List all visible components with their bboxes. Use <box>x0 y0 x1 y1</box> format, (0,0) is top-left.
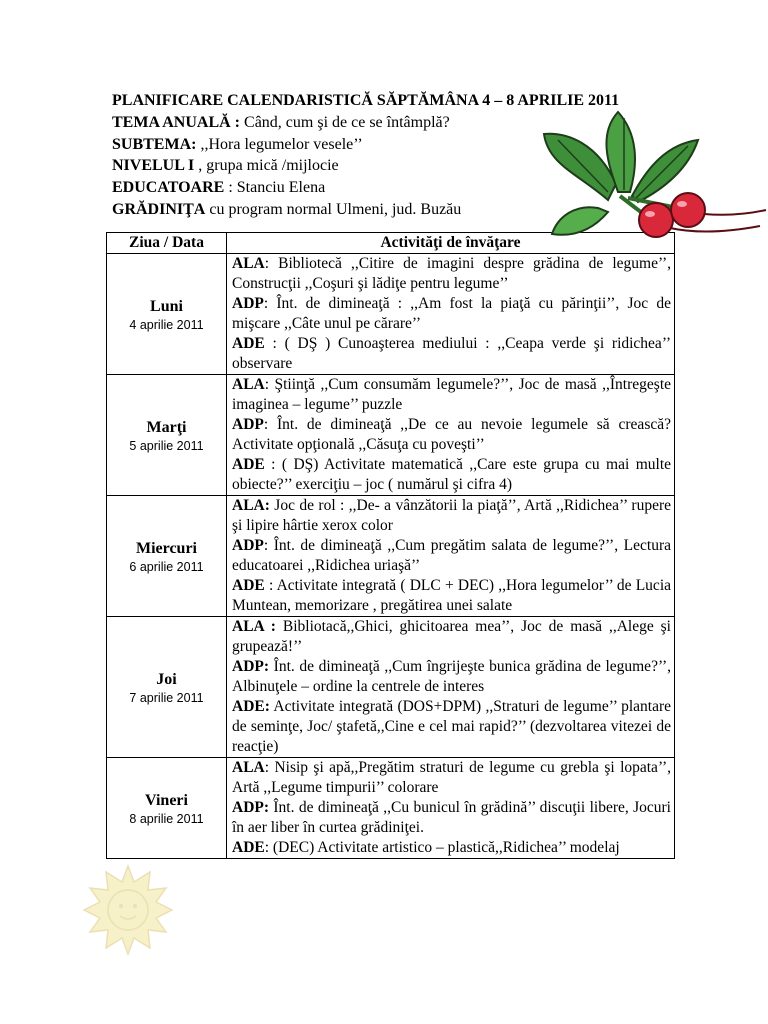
activity-text: : ( DŞ) Activitate matematică ,,Care este grupa cu mai multe obiecte?’’ exerciţiu – joc ( numărul şi cifra 4) <box>232 456 671 493</box>
day-name: Marţi <box>146 418 187 436</box>
activity-text: Bibliotacă,,Ghici, ghicitoarea mea’’, Joc de masă ,,Alege şi grupează!’’ <box>232 618 671 655</box>
activities-cell <box>227 758 675 859</box>
day-date: 5 aprilie 2011 <box>129 438 204 453</box>
table-row <box>107 254 675 375</box>
table-body <box>107 254 675 859</box>
activities-cell <box>227 254 675 375</box>
activity-text: : Nisip şi apă,,Pregătim straturi de legume cu grebla şi lopata’’, Artă ,,Legume timpurii’’ colorare <box>232 759 671 796</box>
activity-label: ADP: <box>232 799 270 816</box>
activity-text: Activitate integrată (DOS+DPM) ,,Straturi de legume’’ plantare de seminţe, Joc/ ştafetă,,Cine e cel mai rapid?’’ (dezvoltarea vitezei de reacţie) <box>232 698 671 755</box>
day-name: Luni <box>150 297 183 315</box>
day-date: 7 aprilie 2011 <box>129 690 204 705</box>
activity-entry <box>232 536 671 576</box>
activity-entry <box>232 334 671 374</box>
activity-text: : Ştiinţă ,,Cum consumăm legumele?’’, Joc de masă ,,Întregeşte imaginea – legume’’ puzzle <box>232 376 671 413</box>
day-cell <box>107 758 227 859</box>
activity-entry <box>232 294 671 334</box>
day-date: 6 aprilie 2011 <box>129 559 204 574</box>
activity-text: : Înt. de dimineaţă ,,Cum pregătim salata de legume?’’, Lectura educatoarei ,,Ridichea uriaşă’’ <box>232 537 671 574</box>
activity-label: ADE <box>232 456 265 473</box>
day-cell <box>107 617 227 758</box>
activity-entry <box>232 576 671 616</box>
activity-text: : Înt. de dimineaţă : ,,Am fost la piaţă cu părinţii’’, Joc de mişcare ,,Câte unul pe cărare’’ <box>232 295 671 332</box>
activity-label: ADP <box>232 416 264 433</box>
activity-label: ADE <box>232 577 265 594</box>
activity-label: ALA : <box>232 618 276 635</box>
activity-entry <box>232 697 671 757</box>
activity-label: ALA <box>232 759 265 776</box>
radish-illustration <box>538 104 768 250</box>
activity-text: : (DEC) Activitate artistico – plastică,,Ridichea’’ modelaj <box>264 839 620 856</box>
activity-text: : ( DŞ ) Cunoaşterea mediului : ,,Ceapa verde şi ridichea’’ observare <box>232 335 671 372</box>
sun-illustration <box>80 862 176 958</box>
document-title: PLANIFICARE CALENDARISTICĂ SĂPTĂMÂNA 4 – 8 APRILIE 2011 <box>112 92 620 109</box>
activity-entry <box>232 758 671 798</box>
activity-label: ALA <box>232 255 265 272</box>
activity-label: ADE: <box>232 698 270 715</box>
day-name: Vineri <box>145 791 188 809</box>
activity-label: ADE <box>232 839 265 856</box>
activity-entry <box>232 496 671 536</box>
educatoare-value: : Stanciu Elena <box>224 179 326 197</box>
tema-value: Când, cum şi de ce se întâmplă? <box>240 113 450 131</box>
activity-label: ADE <box>232 335 265 352</box>
weekly-plan-table <box>106 232 675 859</box>
activity-text: Înt. de dimineaţă ,,Cu bunicul în grădină’’ discuţii libere, Jocuri în aer liber în curtea grădiniţei. <box>232 799 671 836</box>
day-cell <box>107 496 227 617</box>
activity-entry <box>232 455 671 495</box>
table-row <box>107 758 675 859</box>
table-row <box>107 617 675 758</box>
day-name: Miercuri <box>135 539 197 557</box>
day-name: Joi <box>156 670 177 688</box>
activities-cell <box>227 375 675 496</box>
day-cell <box>107 375 227 496</box>
day-cell <box>107 254 227 375</box>
gradinita-label: GRĂDINIŢA <box>112 200 206 218</box>
activities-cell <box>227 617 675 758</box>
column-header-day: Ziua / Data <box>107 233 227 254</box>
activity-entry <box>232 798 671 838</box>
activity-label: ADP <box>232 537 264 554</box>
activity-label: ALA <box>232 376 265 393</box>
activity-entry <box>232 254 671 294</box>
nivel-value: , grupa mică /mijlocie <box>194 157 339 175</box>
table-row <box>107 496 675 617</box>
activity-entry <box>232 838 671 858</box>
educatoare-label: EDUCATOARE <box>112 179 225 197</box>
activity-label: ADP <box>232 295 264 312</box>
activity-entry <box>232 415 671 455</box>
activity-text: : Înt. de dimineaţă ,,De ce au nevoie legumele să crească? Activitate opţională ,,Căsuţa cu poveşti’’ <box>232 416 671 453</box>
activity-label: ALA: <box>232 497 270 514</box>
day-date: 4 aprilie 2011 <box>129 317 204 332</box>
tema-label: TEMA ANUALĂ : <box>112 113 241 131</box>
activity-entry <box>232 657 671 697</box>
activity-text: Joc de rol : ,,De- a vânzătorii la piaţă’’, Artă ,,Ridichea’’ rupere şi lipire hârtie xerox color <box>232 497 671 534</box>
activity-text: : Bibliotecă ,,Citire de imagini despre grădina de legume’’, Construcţii ,,Coşuri şi lădiţe pentru legume’’ <box>232 255 671 292</box>
table-row <box>107 375 675 496</box>
gradinita-value: cu program normal Ulmeni, jud. Buzău <box>205 200 462 218</box>
subtema-value: ,,Hora legumelor vesele’’ <box>196 135 363 153</box>
subtema-label: SUBTEMA: <box>112 135 197 153</box>
activities-cell <box>227 496 675 617</box>
activity-entry <box>232 617 671 657</box>
activity-label: ADP: <box>232 658 270 675</box>
activity-entry <box>232 375 671 415</box>
column-header-activities: Activităţi de învăţare <box>227 233 675 254</box>
activity-text: Înt. de dimineaţă ,,Cum îngrijeşte bunica grădina de legume?’’, Albinuţele – ordine la centrele de interes <box>232 658 671 695</box>
activity-text: : Activitate integrată ( DLC + DEC) ,,Hora legumelor’’ de Lucia Muntean, memorizare , pregătirea unei salate <box>232 577 671 614</box>
nivel-label: NIVELUL I <box>112 157 195 175</box>
day-date: 8 aprilie 2011 <box>129 811 204 826</box>
